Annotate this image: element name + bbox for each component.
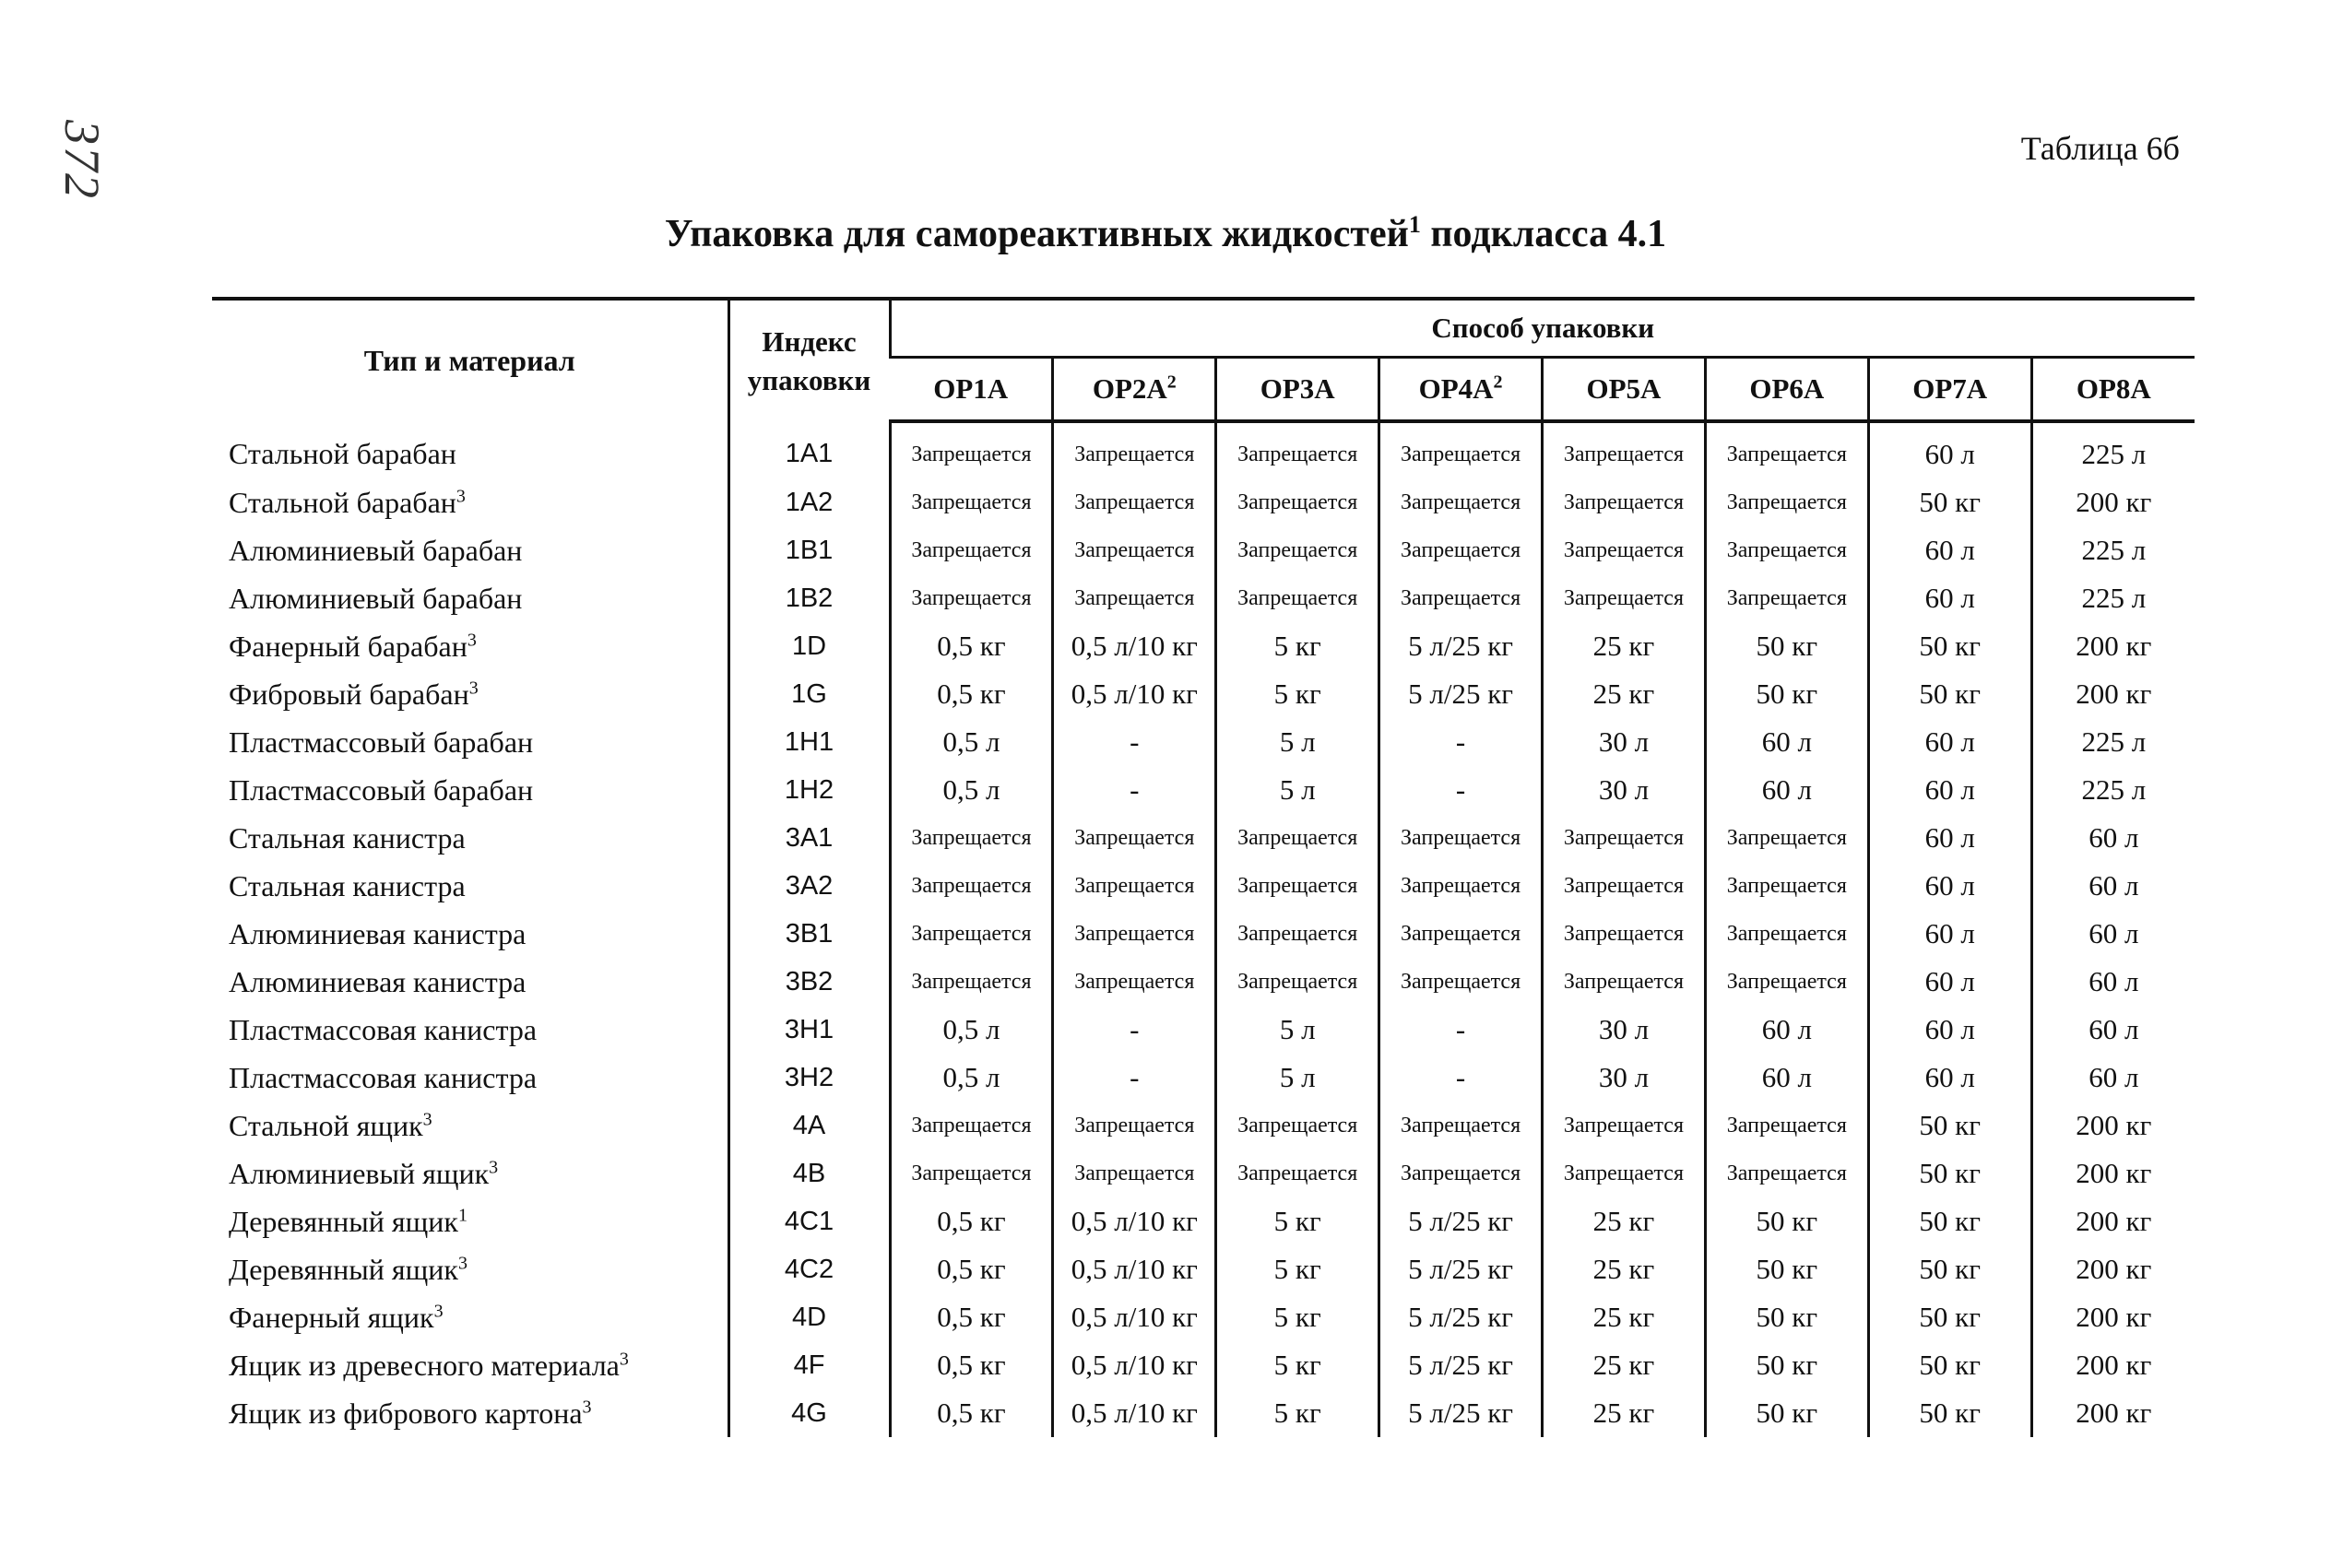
cell-method-value: 5 л/25 кг (1379, 670, 1543, 718)
cell-method-value: Запрещается (1216, 421, 1379, 478)
type-footnote-mark: 3 (582, 1396, 592, 1417)
cell-method-value: Запрещается (1216, 574, 1379, 622)
cell-index: 4C1 (728, 1197, 890, 1245)
cell-method-value: 60 л (1705, 766, 1868, 814)
type-material-text: Стальной барабан (229, 436, 456, 470)
cell-method-value: Запрещается (1705, 910, 1868, 958)
cell-index: 3A1 (728, 814, 890, 862)
cell-index: 4C2 (728, 1245, 890, 1293)
type-footnote-mark: 3 (468, 677, 479, 698)
type-material-text: Стальной ящик (229, 1108, 423, 1142)
table-row (212, 910, 2195, 958)
cell-method-value: 50 кг (1868, 622, 2031, 670)
table-row (212, 718, 2195, 766)
type-material-text: Деревянный ящик (229, 1204, 458, 1238)
type-footnote-mark: 3 (467, 629, 477, 650)
cell-method-value: Запрещается (890, 574, 1053, 622)
cell-method-value: 50 кг (1705, 1341, 1868, 1389)
table-row (212, 766, 2195, 814)
cell-method-value: Запрещается (1543, 1149, 1706, 1197)
cell-method-value: Запрещается (890, 862, 1053, 910)
cell-method-value: 30 л (1543, 766, 1706, 814)
type-material-text: Пластмассовая канистра (229, 1012, 538, 1046)
cell-method-value: 50 кг (1705, 622, 1868, 670)
cell-method-value: Запрещается (1216, 814, 1379, 862)
cell-method-value: 200 кг (2031, 1245, 2195, 1293)
header-method-label: ОР1А (933, 372, 1009, 405)
table-row (212, 670, 2195, 718)
header-method: Способ упаковки (890, 299, 2195, 358)
header-method-col (1053, 358, 1216, 422)
cell-method-value: Запрещается (1705, 478, 1868, 526)
cell-method-value: 5 кг (1216, 1341, 1379, 1389)
cell-method-value: 0,5 кг (890, 1197, 1053, 1245)
cell-type-material (212, 1341, 728, 1389)
cell-method-value: 50 кг (1705, 1293, 1868, 1341)
cell-index: 1A1 (728, 421, 890, 478)
cell-method-value: 60 л (2031, 1054, 2195, 1102)
table-row (212, 958, 2195, 1006)
cell-method-value: 5 л/25 кг (1379, 1341, 1543, 1389)
table-row (212, 1054, 2195, 1102)
cell-method-value: Запрещается (1053, 574, 1216, 622)
cell-method-value: - (1053, 1054, 1216, 1102)
cell-method-value: Запрещается (890, 526, 1053, 574)
cell-method-value: 5 л/25 кг (1379, 622, 1543, 670)
cell-method-value: Запрещается (1379, 1102, 1543, 1149)
cell-type-material (212, 1054, 728, 1102)
cell-method-value: 5 кг (1216, 1197, 1379, 1245)
cell-method-value: Запрещается (1705, 958, 1868, 1006)
cell-index: 4G (728, 1389, 890, 1437)
cell-method-value: 0,5 кг (890, 670, 1053, 718)
cell-method-value: 0,5 л/10 кг (1053, 1197, 1216, 1245)
cell-method-value: 200 кг (2031, 670, 2195, 718)
cell-index: 4D (728, 1293, 890, 1341)
cell-method-value: 200 кг (2031, 1102, 2195, 1149)
type-footnote-mark: 3 (457, 1252, 467, 1273)
type-footnote-mark: 3 (422, 1108, 432, 1129)
cell-type-material (212, 862, 728, 910)
cell-method-value: 60 л (1868, 1054, 2031, 1102)
cell-type-material (212, 718, 728, 766)
cell-method-value: 0,5 л/10 кг (1053, 670, 1216, 718)
cell-method-value: 60 л (1868, 1006, 2031, 1054)
cell-method-value: 225 л (2031, 574, 2195, 622)
cell-method-value: 0,5 л (890, 1006, 1053, 1054)
cell-method-value: 60 л (1705, 1006, 1868, 1054)
cell-method-value: 60 л (1868, 862, 2031, 910)
cell-index: 3A2 (728, 862, 890, 910)
cell-method-value: 200 кг (2031, 1149, 2195, 1197)
cell-method-value: 50 кг (1705, 670, 1868, 718)
cell-method-value: 50 кг (1868, 1102, 2031, 1149)
cell-method-value: 30 л (1543, 1054, 1706, 1102)
cell-method-value: 5 кг (1216, 670, 1379, 718)
cell-method-value: Запрещается (1543, 814, 1706, 862)
cell-method-value: Запрещается (1216, 862, 1379, 910)
cell-method-value: 50 кг (1868, 1245, 2031, 1293)
type-footnote-mark: 3 (433, 1300, 444, 1321)
cell-method-value: 5 л (1216, 718, 1379, 766)
cell-method-value: Запрещается (1216, 910, 1379, 958)
type-material-text: Алюминиевая канистра (229, 916, 527, 950)
cell-method-value: 25 кг (1543, 1341, 1706, 1389)
cell-method-value: Запрещается (1543, 421, 1706, 478)
cell-method-value: - (1053, 1006, 1216, 1054)
cell-method-value: Запрещается (1053, 1102, 1216, 1149)
type-footnote-mark: 3 (619, 1348, 629, 1369)
table-row (212, 1389, 2195, 1437)
cell-method-value: 5 кг (1216, 1293, 1379, 1341)
cell-method-value: 50 кг (1868, 1341, 2031, 1389)
cell-method-value: 60 л (2031, 910, 2195, 958)
cell-method-value: 60 л (2031, 814, 2195, 862)
cell-method-value: 225 л (2031, 766, 2195, 814)
header-method-label: ОР2А (1092, 372, 1167, 405)
cell-method-value: Запрещается (1379, 421, 1543, 478)
cell-type-material (212, 574, 728, 622)
header-method-footnote: 2 (1493, 371, 1503, 393)
table-title (0, 212, 2331, 256)
header-method-col (1379, 358, 1543, 422)
cell-method-value: 60 л (1868, 766, 2031, 814)
cell-method-value: Запрещается (1543, 910, 1706, 958)
cell-method-value: 60 л (1868, 574, 2031, 622)
cell-method-value: 0,5 кг (890, 1341, 1053, 1389)
cell-index: 4B (728, 1149, 890, 1197)
cell-method-value: 200 кг (2031, 478, 2195, 526)
cell-method-value: - (1379, 766, 1543, 814)
cell-type-material (212, 670, 728, 718)
type-material-text: Алюминиевый ящик (229, 1156, 490, 1190)
cell-method-value: Запрещается (1379, 1149, 1543, 1197)
cell-method-value: 50 кг (1868, 1197, 2031, 1245)
cell-method-value: Запрещается (1216, 958, 1379, 1006)
type-material-text: Стальной барабан (229, 485, 456, 519)
type-material-text: Ящик из фибрового картона (229, 1396, 583, 1430)
cell-method-value: 5 л/25 кг (1379, 1245, 1543, 1293)
table-row (212, 526, 2195, 574)
cell-method-value: 5 л/25 кг (1379, 1197, 1543, 1245)
type-material-text: Пластмассовый барабан (229, 772, 534, 807)
cell-method-value: Запрещается (1705, 574, 1868, 622)
cell-method-value: Запрещается (1216, 526, 1379, 574)
cell-type-material (212, 1149, 728, 1197)
cell-type-material (212, 814, 728, 862)
cell-method-value: 60 л (1705, 718, 1868, 766)
cell-method-value: 60 л (1868, 526, 2031, 574)
cell-method-value: Запрещается (1705, 526, 1868, 574)
cell-type-material (212, 1006, 728, 1054)
type-material-text: Алюминиевый барабан (229, 533, 523, 567)
cell-method-value: Запрещается (1705, 421, 1868, 478)
cell-method-value: Запрещается (1216, 1102, 1379, 1149)
table-row (212, 622, 2195, 670)
cell-method-value: 225 л (2031, 526, 2195, 574)
cell-method-value: Запрещается (1543, 958, 1706, 1006)
table-row (212, 862, 2195, 910)
header-method-label: ОР3А (1260, 372, 1335, 405)
cell-method-value: Запрещается (1379, 910, 1543, 958)
cell-method-value: 25 кг (1543, 1245, 1706, 1293)
cell-method-value: 5 л (1216, 1006, 1379, 1054)
cell-method-value: 50 кг (1705, 1389, 1868, 1437)
type-material-text: Фанерный ящик (229, 1300, 434, 1334)
cell-method-value: Запрещается (1216, 1149, 1379, 1197)
cell-method-value: 60 л (1868, 814, 2031, 862)
cell-method-value: Запрещается (890, 1149, 1053, 1197)
cell-index: 1A2 (728, 478, 890, 526)
cell-method-value: Запрещается (1379, 814, 1543, 862)
cell-method-value: Запрещается (890, 421, 1053, 478)
cell-index: 1B2 (728, 574, 890, 622)
cell-method-value: Запрещается (1379, 478, 1543, 526)
cell-method-value: 200 кг (2031, 1341, 2195, 1389)
table-row (212, 1293, 2195, 1341)
header-method-col (1216, 358, 1379, 422)
cell-method-value: 50 кг (1868, 1293, 2031, 1341)
cell-method-value: Запрещается (890, 814, 1053, 862)
cell-method-value: 60 л (2031, 1006, 2195, 1054)
title-tail: подкласса 4.1 (1420, 213, 1667, 255)
cell-method-value: 200 кг (2031, 1293, 2195, 1341)
cell-method-value: - (1053, 766, 1216, 814)
page-number-handwritten: 372 (54, 120, 110, 200)
cell-method-value: - (1379, 1006, 1543, 1054)
type-material-text: Алюминиевый барабан (229, 581, 523, 615)
cell-method-value: 60 л (1868, 421, 2031, 478)
cell-type-material (212, 1197, 728, 1245)
type-material-text: Деревянный ящик (229, 1252, 458, 1286)
cell-index: 3H2 (728, 1054, 890, 1102)
cell-method-value: 225 л (2031, 421, 2195, 478)
cell-method-value: 5 л (1216, 1054, 1379, 1102)
cell-method-value: Запрещается (1379, 574, 1543, 622)
cell-method-value: Запрещается (1543, 574, 1706, 622)
cell-type-material (212, 421, 728, 478)
cell-method-value: 200 кг (2031, 1197, 2195, 1245)
type-material-text: Пластмассовый барабан (229, 725, 534, 759)
header-method-col (2031, 358, 2195, 422)
cell-index: 1B1 (728, 526, 890, 574)
cell-method-value: 200 кг (2031, 622, 2195, 670)
cell-method-value: 0,5 кг (890, 622, 1053, 670)
cell-method-value: 0,5 л/10 кг (1053, 1245, 1216, 1293)
cell-index: 1D (728, 622, 890, 670)
cell-index: 1G (728, 670, 890, 718)
cell-method-value: 5 кг (1216, 1389, 1379, 1437)
type-material-text: Фанерный барабан (229, 629, 467, 663)
cell-method-value: 0,5 кг (890, 1293, 1053, 1341)
cell-method-value: 5 л/25 кг (1379, 1389, 1543, 1437)
cell-method-value: 50 кг (1868, 478, 2031, 526)
cell-method-value: 0,5 кг (890, 1245, 1053, 1293)
cell-method-value: 5 кг (1216, 1245, 1379, 1293)
cell-method-value: 60 л (1868, 910, 2031, 958)
cell-method-value: 0,5 л (890, 718, 1053, 766)
header-method-label: ОР6А (1749, 372, 1825, 405)
cell-type-material (212, 526, 728, 574)
cell-method-value: Запрещается (1705, 1149, 1868, 1197)
type-footnote-mark: 3 (456, 485, 466, 506)
header-method-col (1868, 358, 2031, 422)
cell-method-value: 25 кг (1543, 1389, 1706, 1437)
cell-method-value: Запрещается (1053, 862, 1216, 910)
cell-method-value: Запрещается (1216, 478, 1379, 526)
cell-method-value: 0,5 л/10 кг (1053, 622, 1216, 670)
cell-method-value: Запрещается (1053, 1149, 1216, 1197)
cell-method-value: Запрещается (1379, 958, 1543, 1006)
cell-method-value: Запрещается (890, 1102, 1053, 1149)
table-row (212, 814, 2195, 862)
type-material-text: Алюминиевая канистра (229, 964, 527, 998)
header-method-label: ОР7А (1912, 372, 1988, 405)
header-method-label: ОР8А (2076, 372, 2151, 405)
header-method-col (1543, 358, 1706, 422)
header-method-footnote: 2 (1166, 371, 1177, 393)
cell-method-value: 200 кг (2031, 1389, 2195, 1437)
cell-index: 1H1 (728, 718, 890, 766)
cell-method-value: 60 л (1868, 958, 2031, 1006)
cell-method-value: Запрещается (1543, 526, 1706, 574)
table-row (212, 574, 2195, 622)
title-footnote-mark: 1 (1408, 211, 1421, 238)
cell-method-value: 0,5 л/10 кг (1053, 1389, 1216, 1437)
type-material-text: Стальная канистра (229, 868, 466, 902)
cell-method-value: 50 кг (1868, 1389, 2031, 1437)
cell-method-value: 0,5 л (890, 766, 1053, 814)
cell-method-value: - (1053, 718, 1216, 766)
cell-index: 3B2 (728, 958, 890, 1006)
cell-index: 1H2 (728, 766, 890, 814)
cell-index: 3B1 (728, 910, 890, 958)
cell-method-value: 60 л (1868, 718, 2031, 766)
cell-index: 4F (728, 1341, 890, 1389)
cell-type-material (212, 1245, 728, 1293)
table-row (212, 1341, 2195, 1389)
cell-method-value: 30 л (1543, 718, 1706, 766)
cell-method-value: 5 кг (1216, 622, 1379, 670)
cell-method-value: 50 кг (1868, 1149, 2031, 1197)
cell-type-material (212, 766, 728, 814)
cell-type-material (212, 478, 728, 526)
cell-method-value: Запрещается (1053, 421, 1216, 478)
cell-method-value: 30 л (1543, 1006, 1706, 1054)
header-method-label: ОР4А (1418, 372, 1494, 405)
table-row (212, 1197, 2195, 1245)
title-text: Упаковка для самореактивных жидкостей (664, 213, 1409, 255)
cell-method-value: Запрещается (890, 478, 1053, 526)
table-row (212, 1149, 2195, 1197)
cell-type-material (212, 1293, 728, 1341)
cell-method-value: Запрещается (890, 910, 1053, 958)
cell-method-value: 0,5 кг (890, 1389, 1053, 1437)
cell-type-material (212, 910, 728, 958)
cell-method-value: Запрещается (1053, 958, 1216, 1006)
cell-method-value: Запрещается (1705, 862, 1868, 910)
cell-method-value: Запрещается (1379, 862, 1543, 910)
type-material-text: Стальная канистра (229, 820, 466, 855)
cell-method-value: Запрещается (1543, 1102, 1706, 1149)
cell-method-value: 0,5 л/10 кг (1053, 1341, 1216, 1389)
cell-method-value: 25 кг (1543, 1293, 1706, 1341)
table-label: Таблица 6б (2020, 130, 2180, 167)
cell-method-value: Запрещается (890, 958, 1053, 1006)
cell-method-value: Запрещается (1543, 478, 1706, 526)
type-footnote-mark: 1 (457, 1204, 467, 1225)
cell-method-value: Запрещается (1705, 814, 1868, 862)
cell-method-value: Запрещается (1053, 478, 1216, 526)
cell-method-value: Запрещается (1053, 814, 1216, 862)
type-footnote-mark: 3 (489, 1156, 499, 1177)
type-material-text: Фибровый барабан (229, 677, 469, 711)
cell-index: 3H1 (728, 1006, 890, 1054)
cell-method-value: 5 л/25 кг (1379, 1293, 1543, 1341)
cell-index: 4A (728, 1102, 890, 1149)
header-method-label: ОР5А (1586, 372, 1662, 405)
table-row (212, 1102, 2195, 1149)
type-material-text: Ящик из древесного материала (229, 1348, 620, 1382)
cell-method-value: 225 л (2031, 718, 2195, 766)
table-row (212, 1245, 2195, 1293)
cell-method-value: 25 кг (1543, 1197, 1706, 1245)
cell-type-material (212, 958, 728, 1006)
header-type-material: Тип и материал (212, 299, 728, 421)
cell-type-material (212, 622, 728, 670)
cell-method-value: 50 кг (1868, 670, 2031, 718)
cell-method-value: - (1379, 1054, 1543, 1102)
cell-method-value: Запрещается (1379, 526, 1543, 574)
header-method-col (890, 358, 1053, 422)
cell-method-value: 0,5 л (890, 1054, 1053, 1102)
table-row (212, 421, 2195, 478)
table-row (212, 1006, 2195, 1054)
cell-method-value: 60 л (2031, 862, 2195, 910)
cell-method-value: 25 кг (1543, 670, 1706, 718)
cell-method-value: 0,5 л/10 кг (1053, 1293, 1216, 1341)
cell-method-value: 60 л (1705, 1054, 1868, 1102)
cell-method-value: Запрещается (1705, 1102, 1868, 1149)
cell-method-value: Запрещается (1053, 910, 1216, 958)
cell-method-value: 5 л (1216, 766, 1379, 814)
type-material-text: Пластмассовая канистра (229, 1060, 538, 1094)
cell-type-material (212, 1389, 728, 1437)
table-row (212, 478, 2195, 526)
cell-method-value: 50 кг (1705, 1197, 1868, 1245)
header-method-col (1705, 358, 1868, 422)
cell-method-value: Запрещается (1053, 526, 1216, 574)
cell-method-value: - (1379, 718, 1543, 766)
cell-method-value: Запрещается (1543, 862, 1706, 910)
packaging-table (212, 297, 2195, 1437)
cell-method-value: 50 кг (1705, 1245, 1868, 1293)
cell-type-material (212, 1102, 728, 1149)
cell-method-value: 60 л (2031, 958, 2195, 1006)
header-index: Индекс упаковки (728, 299, 890, 421)
cell-method-value: 25 кг (1543, 622, 1706, 670)
